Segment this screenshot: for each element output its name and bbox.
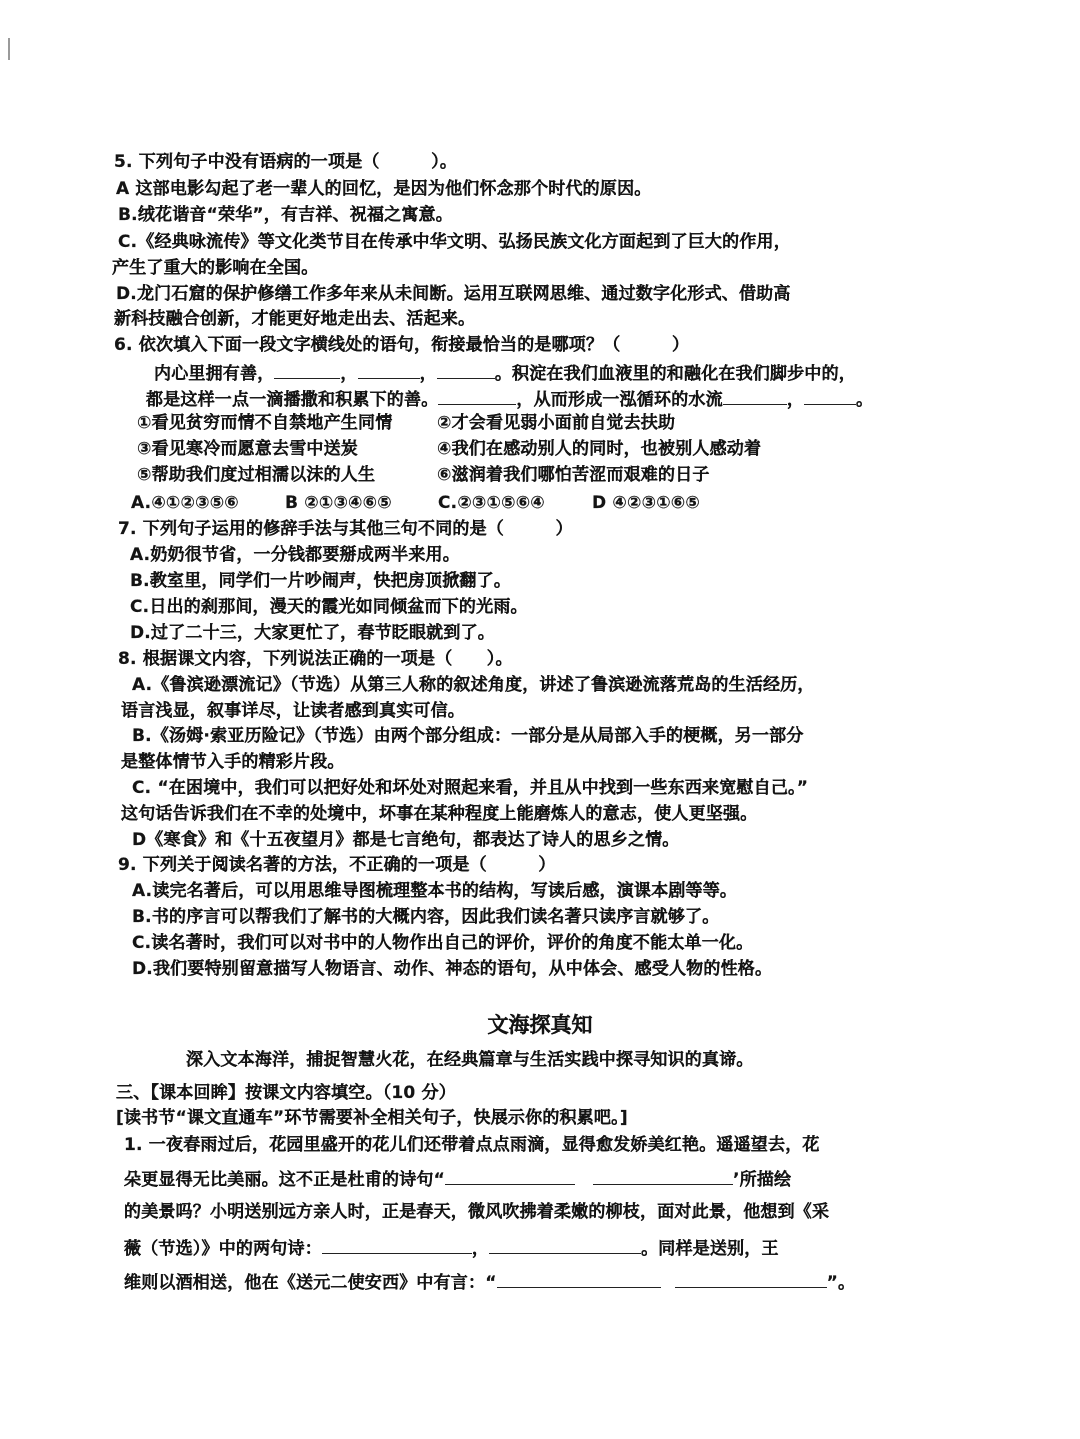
fill-blank-6[interactable] <box>675 1269 827 1288</box>
q6-option-c: C.②③①⑤⑥④ <box>438 493 545 513</box>
section-title: 文海探真知 <box>487 1013 593 1037</box>
q6-comma-3: ， <box>786 390 805 410</box>
q6-sentence-2: ②才会看见弱小面前自觉去扶助 <box>437 413 676 433</box>
q6-sentence-6: ⑥滋润着我们哪怕苦涩而艰难的日子 <box>437 465 710 485</box>
q8-option-d: D《寒食》和《十五夜望月》都是七言绝句，都表达了诗人的思乡之情。 <box>132 830 680 850</box>
q6-stem: 6. 依次填入下面一段文字横线处的语句，衔接最恰当的是哪项？（ ） <box>114 335 690 355</box>
part3-line4 <box>124 1235 779 1261</box>
section-intro: 深入文本海洋，捕捉智慧火花，在经典篇章与生活实践中探寻知识的真谛。 <box>186 1050 754 1070</box>
q9-option-d: D.我们要特别留意描写人物语言、动作、神态的语句，从中体会、感受人物的性格。 <box>132 959 773 979</box>
fill-blank-4[interactable] <box>489 1235 641 1254</box>
q5-option-b: B.绒花谐音“荣华”，有吉祥、祝福之寓意。 <box>118 205 453 225</box>
q7-option-a: A.奶奶很节省，一分钱都要掰成两半来用。 <box>130 545 460 565</box>
fill-blank-3[interactable] <box>322 1235 472 1254</box>
q6-blank-5[interactable] <box>723 386 787 405</box>
part3-line5-start: 维则以酒相送，他在《送元二使安西》中有言：“ <box>124 1273 497 1293</box>
q6-sentence-4: ④我们在感动别人的同时，也被别人感动着 <box>437 439 762 459</box>
q5-stem: 5. 下列句子中没有语病的一项是（ ）。 <box>114 152 458 172</box>
q6-option-a: A.④①②③⑤⑥ <box>131 493 239 513</box>
q6-sentence-1: ①看见贫穷而情不自禁地产生同情 <box>137 413 393 433</box>
q6-blank-4[interactable] <box>438 386 516 405</box>
q6-passage-line2 <box>146 386 873 412</box>
q7-option-b: B.教室里，同学们一片吵闹声，快把房顶掀翻了。 <box>130 571 512 591</box>
fill-blank-5[interactable] <box>497 1269 661 1288</box>
fill-blank-2[interactable] <box>593 1166 733 1185</box>
part3-line5-end: ”。 <box>826 1273 856 1293</box>
q6-sentence-3: ③看见寒冷而愿意去雪中送炭 <box>137 439 358 459</box>
q6-comma-1: ， <box>340 364 358 384</box>
q8-option-a-line2: 语言浅显，叙事详尽，让读者感到真实可信。 <box>121 701 465 721</box>
q6-passage-line2-start: 都是这样一点一滴播撒和积累下的善。 <box>146 390 439 410</box>
q5-option-c-line1: C.《经典咏流传》等文化类节目在传承中华文明、弘扬民族文化方面起到了巨大的作用， <box>118 232 791 252</box>
q7-option-d: D.过了二十三，大家更忙了，春节眨眼就到了。 <box>130 623 495 643</box>
q7-stem: 7. 下列句子运用的修辞手法与其他三句不同的是（ ） <box>118 519 573 539</box>
fill-blank-1[interactable] <box>445 1166 575 1185</box>
q5-option-d-line1: D.龙门石窟的保护修缮工作多年来从未间断。运用互联网思维、通过数字化形式、借助高 <box>116 284 791 304</box>
q6-comma-2: ， <box>419 364 437 384</box>
part3-line2-end: ’所描绘 <box>732 1170 792 1190</box>
q8-option-b-line2: 是整体情节入手的精彩片段。 <box>121 752 345 772</box>
q9-stem: 9. 下列关于阅读名著的方法，不正确的一项是（ ） <box>118 855 556 875</box>
part3-note: [读书节“课文直通车”环节需要补全相关句子，快展示你的积累吧。] <box>116 1108 628 1128</box>
q9-option-a: A.读完名著后，可以用思维导图梳理整本书的结构，写读后感，演课本剧等等。 <box>132 881 738 901</box>
scan-edge-mark <box>8 38 10 60</box>
q6-blank-2[interactable] <box>358 360 420 379</box>
part3-line4-start: 薇（节选）》中的两句诗： <box>124 1239 322 1259</box>
q6-period: 。 <box>856 390 874 410</box>
q6-blank-1[interactable] <box>274 360 340 379</box>
part3-heading: 三、【课本回眸】按课文内容填空。（10 分） <box>116 1083 456 1103</box>
q5-option-a: A 这部电影勾起了老一辈人的回忆，是因为他们怀念那个时代的原因。 <box>116 179 652 199</box>
q8-option-a-line1: A.《鲁滨逊漂流记》（节选）从第三人称的叙述角度，讲述了鲁滨逊流落荒岛的生活经历， <box>132 675 815 695</box>
part3-line4-comma: ， <box>471 1239 490 1259</box>
part3-line2-start: 朵更显得无比美丽。这不正是杜甫的诗句“ <box>124 1170 445 1190</box>
q9-option-c: C.读名著时，我们可以对书中的人物作出自己的评价，评价的角度不能太单一化。 <box>132 933 754 953</box>
part3-line5 <box>124 1269 855 1295</box>
q6-blank-6[interactable] <box>804 386 856 405</box>
part3-line3: 的美景吗？小明送别远方亲人时，正是春天，微风吹拂着柔嫩的柳枝，面对此景，他想到《采 <box>124 1202 830 1222</box>
q6-passage-start: 内心里拥有善， <box>154 364 275 384</box>
q8-stem: 8. 根据课文内容，下列说法正确的一项是（ ）。 <box>118 649 513 669</box>
q6-sentence-5: ⑤帮助我们度过相濡以沫的人生 <box>137 465 376 485</box>
q6-blank-3[interactable] <box>437 360 495 379</box>
q8-option-c-line1: C. “在困境中，我们可以把好处和坏处对照起来看，并且从中找到一些东西来宽慰自己。” <box>132 778 809 798</box>
q5-option-d-line2: 新科技融合创新，才能更好地走出去、活起来。 <box>114 309 476 329</box>
q5-option-c-line2: 产生了重大的影响在全国。 <box>112 258 319 278</box>
q8-option-c-line2: 这句话告诉我们在不幸的处境中，坏事在某种程度上能磨炼人的意志，使人更坚强。 <box>121 804 758 824</box>
part3-line4-end: 。同样是送别，王 <box>641 1239 779 1259</box>
q6-passage-line2-mid: ，从而形成一泓循环的水流 <box>516 390 723 410</box>
part3-line2 <box>124 1166 791 1192</box>
q6-passage-line1 <box>154 360 856 386</box>
q7-option-c: C.日出的刹那间，漫天的霞光如同倾盆而下的光雨。 <box>130 597 528 617</box>
q8-option-b-line1: B.《汤姆·索亚历险记》（节选）由两个部分组成：一部分是从局部入手的梗概，另一部分 <box>132 726 804 746</box>
part3-line1: 1. 一夜春雨过后，花园里盛开的花儿们还带着点点雨滴，显得愈发娇美红艳。遥遥望去，花 <box>124 1135 820 1155</box>
q6-option-b: B ②①③④⑥⑤ <box>285 493 392 513</box>
q6-passage-line1-end: 。积淀在我们血液里的和融化在我们脚步中的， <box>494 364 857 384</box>
q9-option-b: B.书的序言可以帮我们了解书的大概内容，因此我们读名著只读序言就够了。 <box>132 907 720 927</box>
q6-option-d: D ④②③①⑥⑤ <box>592 493 700 513</box>
